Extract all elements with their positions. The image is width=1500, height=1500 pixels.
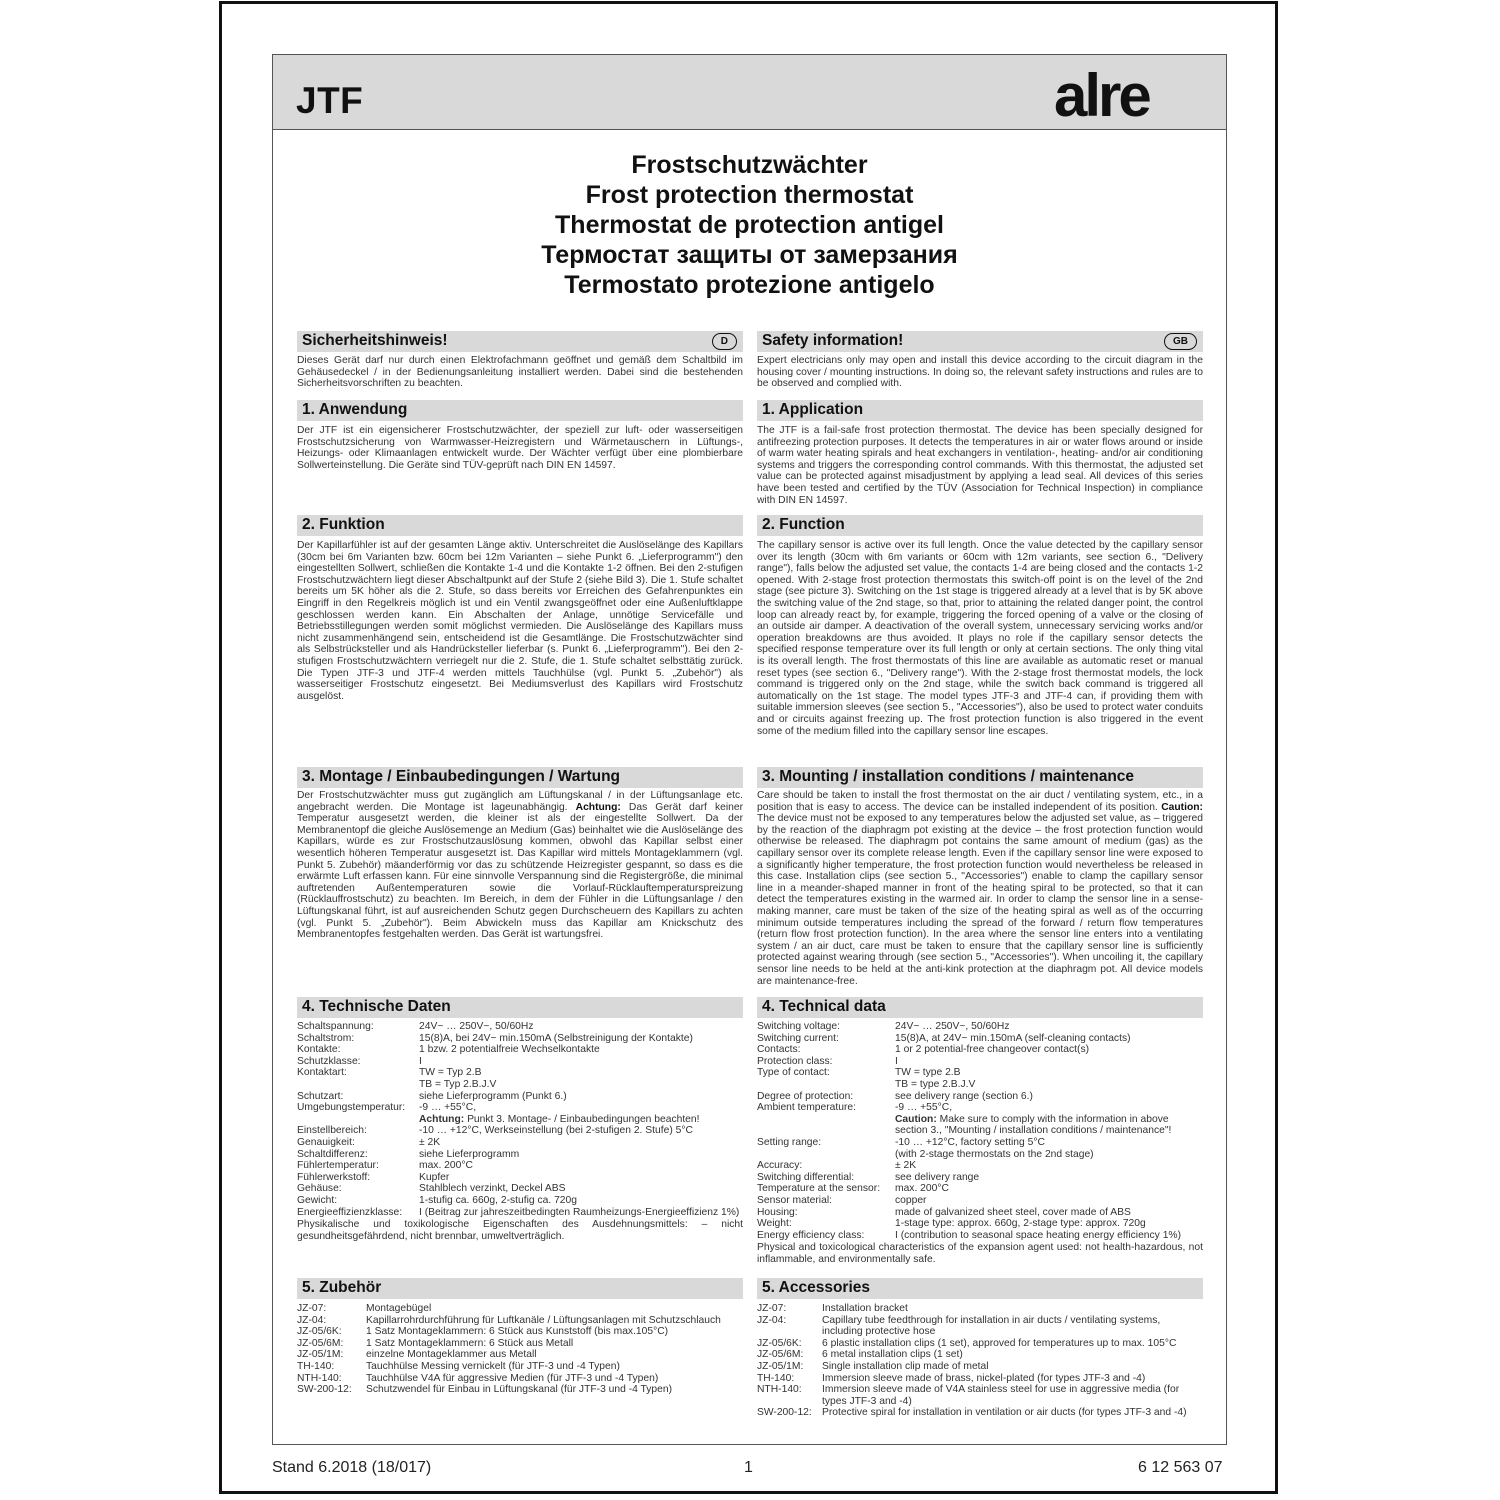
row-label: Gehäuse: <box>297 1183 342 1195</box>
table-row <box>297 1067 743 1079</box>
row-label: JZ-04: <box>297 1314 327 1326</box>
section-header-mounting <box>297 767 743 788</box>
row-label: Kontaktart: <box>297 1067 347 1079</box>
row-label: JZ-04: <box>757 1314 787 1326</box>
table-row <box>297 1207 743 1219</box>
row-label: Protection class: <box>757 1055 833 1067</box>
section-header-function <box>757 515 1203 536</box>
row-label: JZ-07: <box>757 1303 787 1314</box>
row-label: JZ-05/6M: <box>297 1337 344 1349</box>
row-label: Gewicht: <box>297 1194 338 1206</box>
row-label <box>757 1114 895 1137</box>
row-label: Schaltspannung: <box>297 1021 374 1032</box>
section-text-mounting <box>297 790 743 941</box>
row-value: ± 2K <box>419 1136 441 1148</box>
row-value: Capillary tube feedthrough for installation in air ducts / ventilating systems, including protective hose <box>822 1314 1161 1338</box>
row-label: JZ-05/6M: <box>757 1349 804 1361</box>
row-value-text: Punkt 3. Montage- / Einbaubedingungen beachten! <box>467 1113 700 1125</box>
row-value: max. 200°C <box>895 1183 949 1195</box>
document-number: 6 12 563 07 <box>1138 1459 1223 1476</box>
accessories-table <box>297 1303 743 1396</box>
section-title: 5. Accessories <box>762 1279 871 1296</box>
row-label: Setting range: <box>757 1136 822 1148</box>
table-row <box>297 1338 743 1350</box>
section-title: 3. Montage / Einbaubedingungen / Wartung <box>302 768 621 785</box>
section-header-application <box>757 400 1203 421</box>
section-text-function: The capillary sensor is active over its full length. Once the value detected by the capillary sensor over its length (30cm with 6m variants or 60cm with 12m variants, see section 6., "Delivery range"), falls below the adjusted set value, the contacts 1-4 are being closed and the contacts 1-2 opened. With 2-stage frost protection thermostats this switch-off point is on the level of the 2nd stage (see picture 3). Switching on the 1st stage is triggered already at a level that is by 5K above the switching value of the 2nd stage, so that, prior to attaining the related danger point, the control loop can already react by, for example, triggering the forced opening of a valve or the closing of an outside air damper. A deactivation of the overall system, unnecessary servicing works and/or operation breakdowns are thus avoided. It plays no role if the capillary sensor detects the specified response temperature over its full length or only at certain sections. The only thing vital is its overall length. The frost thermostats of this line are available as automatic reset or manual reset types (see section 6., "Delivery range"). With the 2-stage frost thermostat models, the lock command is triggered only on the 2nd stage, while the switch back command is triggered all automatically on the 1st stage. The model types JTF-3 and JTF-4 can, if providing them with suitable immersion sleeves (see section 5., "Accessories"), also be used to protect water conduits and or circuits against freezing up. The frost protection function is also triggered in the event some of the medium filled into the capillary sensor line escapes. <box>757 540 1203 737</box>
row-label: Einstellbereich: <box>297 1125 367 1137</box>
table-row <box>297 1326 743 1338</box>
table-row <box>297 1137 743 1149</box>
text-part: The device must not be exposed to any temperatures below the adjusted set value, as – triggered by the reaction of the diaphragm pot existing at the device – the frost protection function would otherwise be released. The diaphragm pot contains the same amount of medium (gas) as the capillary sensor over its complete release length. Even if the capillary sensor line were exposed to a significantly higher temperature, the frost protection function would nevertheless be released in this case. Installation clips (see section 5., "Accessories") enable to clamp the capillary sensor line in a meander-shaped manner in front of the heating spiral to be protected, so that it can detect the temperatures existing in the warmed air. In order to clamp the sensor line in a sense-making manner, care must be taken of the size of the heating spiral as well as of the occurring minimum outside temperatures including the spread of the forward / return flow temperatures (return flow frost protection function). In the area where the sensor line enters into a ventilating system / an air duct, care must be taken to ensure that the capillary sensor line is sufficiently protected against wearing through (see section 5., "Accessories"). When uncoiling it, the capillary sensor line needs to be held at the anti-kink protection at the diaphragm pot. All device models are maintenance-free. <box>757 813 1203 987</box>
row-label: Kontakte: <box>297 1044 341 1056</box>
section-header-application <box>297 400 743 421</box>
technical-data-table <box>757 1021 1203 1241</box>
table-row <box>297 1361 743 1373</box>
row-label: Energy efficiency class: <box>757 1229 865 1241</box>
row-value: siehe Lieferprogramm (Punkt 6.) <box>419 1090 567 1102</box>
title-block <box>273 150 1226 300</box>
row-value: 24V~ … 250V~, 50/60Hz <box>419 1021 534 1032</box>
row-value: 1 Satz Montageklammern: 6 Stück aus Kunststoff (bis max.105°C) <box>366 1326 669 1338</box>
row-label: Type of contact: <box>757 1067 830 1079</box>
table-row <box>757 1033 1203 1045</box>
document-code: JTF <box>296 80 364 121</box>
row-value <box>895 1114 1203 1137</box>
row-value: Single installation clip made of metal <box>822 1360 989 1372</box>
table-row <box>757 1373 1203 1385</box>
section-title: 2. Function <box>762 516 845 533</box>
section-title: 5. Zubehör <box>302 1279 382 1296</box>
row-value: 1 Satz Montageklammern: 6 Stück aus Metall <box>366 1337 574 1349</box>
table-row <box>297 1091 743 1103</box>
row-label: Ambient temperature: <box>757 1102 857 1114</box>
section-header-function <box>297 515 743 536</box>
row-label: TH-140: <box>297 1360 335 1372</box>
table-row <box>297 1303 743 1315</box>
table-row <box>757 1183 1203 1195</box>
row-value: TB = type 2.B.J.V <box>895 1078 976 1090</box>
row-value: -10 … +12°C, factory setting 5°C <box>895 1136 1045 1148</box>
row-label: Contacts: <box>757 1044 801 1056</box>
row-value: (with 2-stage thermostats on the 2nd stage) <box>895 1148 1094 1160</box>
row-value: 15(8)A, bei 24V~ min.150mA (Selbstreinigung der Kontakte) <box>419 1032 693 1044</box>
row-value: 6 metal installation clips (1 set) <box>822 1349 963 1361</box>
section-header-technical <box>297 997 743 1018</box>
row-label: Genauigkeit: <box>297 1136 355 1148</box>
row-value: Stahlblech verzinkt, Deckel ABS <box>419 1183 566 1195</box>
section-header-mounting <box>757 767 1203 788</box>
section-text-application: The JTF is a fail-safe frost protection thermostat. The device has been specially designed for antifreezing protection purposes. It detects the temperatures in air or water flows around or inside of warm water heating spirals and heat exchangers in ventilation-, heating- and/or air conditioning systems and triggers the corresponding control commands. With this thermostat, the adjusted set value can be protected against misadjustment by applying a lead seal. All devices of this series have been tested and certified by the TÜV (Association for Technical Inspection) in compliance with DIN EN 14597. <box>757 425 1203 506</box>
technical-note: Physical and toxicological characteristics of the expansion agent used: not health-hazardous, not inflammable, and environmentally safe. <box>757 1242 1203 1265</box>
table-row <box>757 1067 1203 1079</box>
row-label: Schaltstrom: <box>297 1032 355 1044</box>
table-row <box>757 1021 1203 1033</box>
row-label: JZ-05/6K: <box>297 1326 342 1338</box>
row-value: copper <box>895 1194 927 1206</box>
table-row <box>757 1172 1203 1184</box>
table-row <box>297 1349 743 1361</box>
row-label: Switching current: <box>757 1032 839 1044</box>
table-row <box>297 1056 743 1068</box>
row-label: SW-200-12: <box>297 1384 352 1396</box>
section-text-safety: Expert electricians only may open and install this device according to the circuit diagram in the housing cover / mounting instructions. In doing so, the relevant safety instructions and rules are to be observed and complied with. <box>757 355 1203 390</box>
section-header-technical <box>757 997 1203 1018</box>
table-row <box>757 1137 1203 1149</box>
row-label: JZ-05/1M: <box>757 1360 804 1372</box>
table-row <box>757 1195 1203 1207</box>
table-row <box>297 1125 743 1137</box>
row-label <box>757 1079 895 1091</box>
row-label: JZ-05/1M: <box>297 1349 344 1361</box>
row-label: NTH-140: <box>757 1384 802 1396</box>
row-value: 15(8)A, at 24V~ min.150mA (self-cleaning contacts) <box>895 1032 1131 1044</box>
row-value: TW = type 2.B <box>895 1067 961 1079</box>
row-value: see delivery range <box>895 1171 980 1183</box>
table-row <box>757 1230 1203 1242</box>
title-de: Frostschutzwächter <box>631 151 868 179</box>
row-value: made of galvanized sheet steel, cover made of ABS <box>895 1206 1131 1218</box>
table-row <box>297 1160 743 1172</box>
row-label: Weight: <box>757 1218 792 1230</box>
language-badge: D <box>712 333 737 350</box>
table-row <box>757 1315 1203 1338</box>
row-label: Temperature at the sensor: <box>757 1183 881 1195</box>
row-value: max. 200°C <box>419 1160 473 1172</box>
table-row <box>757 1114 1203 1137</box>
section-title: 4. Technische Daten <box>302 998 451 1015</box>
title-en: Frost protection thermostat <box>585 181 914 209</box>
section-title: Safety information! <box>762 332 904 349</box>
accessories-table <box>757 1303 1203 1419</box>
section-title: 3. Mounting / installation conditions / maintenance <box>762 768 1135 785</box>
technical-data-table <box>297 1021 743 1218</box>
text-part: Das Gerät darf keiner Temperatur ausgesetzt werden, die kleiner ist als der eingestellte Sollwert. Da der Membranentopf die gleiche Auslösemenge an Medium (Gas) beinhaltet wie die Auslöselänge des Kapillars, würde es zur Frostschutzauslösung kommen, obwohl das Kapillar selbst einer wesentlich höheren Temperatur ausgesetzt ist. Das Kapillar wird mittels Montageklammern (vgl. Punkt 5. Zubehör) mäanderförmig vor das zu schützende Heizregister gespannt, so dass es die erwärmte Luft erfassen kann. Für eine sinnvolle Verspannung sind die Registergröße, die minimal auftretenden Außentemperaturen sowie die Vorlauf-Rücklauftemperaturspreizung (Rücklauffrostschutz) zu beachten. Im Bereich, in dem der Fühler in die Lüftungsanlage / den Lüftungskanal führt, ist auf ausreichenden Schutz gegen Durchscheuern des Kapillars zu achten (vgl. Punkt 5. „Zubehör"). Beim Abwickeln muss das Kapillar am Knickschutz des Membranentopfes festgehalten werden. Das Gerät ist wartungsfrei. <box>297 801 744 941</box>
row-label: JZ-05/6K: <box>757 1337 802 1349</box>
section-text-application: Der JTF ist ein eigensicherer Frostschutzwächter, der speziell zur luft- oder wasserseitigen Frostschutzsicherung von Warmwasser-Heizregistern und Wärmetauschern in Lüftungs-, Heizungs- oder Klimaanlagen entwickelt wurde. Der Wächter verfügt über eine plombierbare Sollwerteinstellung. Die Geräte sind TÜV-geprüft nach DIN EN 14597. <box>297 425 743 471</box>
section-text-function: Der Kapillarfühler ist auf der gesamten Länge aktiv. Unterschreitet die Auslöselänge des Kapillars (30cm bei 6m Varianten bzw. 60cm bei 12m Varianten – siehe Punkt 6. „Lieferprogramm") den eingestellten Sollwert, schließen die Kontakte 1-4 und die Kontakte 1-2 öffnen. Bei den 2-stufigen Frostschutzwächtern liegt dieser Abschaltpunkt auf der Stufe 2 (siehe Bild 3). Die 1. Stufe schaltet bereits um 5K höher als die 2. Stufe, so dass bereits vor Erreichen des Gefahrenpunktes ein Eingriff in den Regelkreis möglich ist und ein Ventil zwangsgeöffnet oder eine Außenluftklappe geschlossen werden kann. Ein Abschalten der Anlage, unnötige Servicefälle und Betriebsstillegungen werden somit möglichst vermieden. Die Auslöselänge des Kapillars muss nicht zusammenhängend sein, entscheidend ist die Gesamtlänge. Die Frostschutzwächter sind als Selbstrücksteller und als Handrücksteller lieferbar (s. Punkt 6. „Lieferprogramm"). Bei den 2-stufigen Frostschutzwächtern verriegelt nur die 2. Stufe, die 1. Stufe schaltet selbsttätig zurück. Die Typen JTF-3 und JTF-4 werden mittels Tauchhülse (vgl. Punkt 5. „Zubehör") als wasserseitiger Frostschutz eingesetzt. Bei Mediumsverlust des Kapillars wird Frostschutz ausgelöst. <box>297 540 743 702</box>
section-title: 2. Funktion <box>302 516 385 533</box>
row-value: see delivery range (section 6.) <box>895 1090 1033 1102</box>
table-row <box>297 1021 743 1033</box>
row-value: -10 … +12°C, Werkseinstellung (bei 2-stufigen 2. Stufe) 5°C <box>419 1125 693 1137</box>
row-value: Tauchhülse Messing vernickelt (für JTF-3 und -4 Typen) <box>366 1360 620 1372</box>
row-label: TH-140: <box>757 1372 795 1384</box>
section-header-safety <box>757 331 1203 352</box>
row-label: Energieeffizienzklasse: <box>297 1206 403 1218</box>
section-header-accessories <box>297 1278 743 1299</box>
section-header-accessories <box>757 1278 1203 1299</box>
row-value: I (contribution to seasonal space heating energy efficiency 1%) <box>895 1229 1182 1241</box>
row-value: Immersion sleeve made of brass, nickel-plated (for types JTF-3 and -4) <box>822 1372 1146 1384</box>
row-label: Schaltdifferenz: <box>297 1148 368 1160</box>
row-label <box>297 1079 419 1091</box>
row-label: Schutzklasse: <box>297 1055 361 1067</box>
brand-logo: alre <box>1054 62 1149 129</box>
row-value: Installation bracket <box>822 1303 908 1314</box>
table-row <box>297 1315 743 1327</box>
row-value: siehe Lieferprogramm <box>419 1148 520 1160</box>
row-value: Protective spiral for installation in ventilation or air ducts (for types JTF-3 and -4) <box>822 1407 1187 1419</box>
table-row <box>297 1195 743 1207</box>
table-row <box>297 1079 743 1091</box>
caution-label: Caution: <box>1161 801 1203 813</box>
table-row <box>297 1172 743 1184</box>
table-row <box>297 1183 743 1195</box>
row-label: NTH-140: <box>297 1372 342 1384</box>
table-row <box>757 1303 1203 1315</box>
row-value: I (Beitrag zur jahreszeitbedingten Raumheizungs-Energieeffizienz 1%) <box>419 1206 740 1218</box>
row-value: TW = Typ 2.B <box>419 1067 482 1079</box>
row-value: -9 … +55°C, <box>895 1102 953 1114</box>
table-row <box>757 1384 1203 1407</box>
language-badge: GB <box>1164 333 1197 350</box>
table-row <box>297 1044 743 1056</box>
table-row <box>297 1114 743 1126</box>
row-value: 6 plastic installation clips (1 set), approved for temperatures up to max. 105°C <box>822 1337 1177 1349</box>
footer-edition: Stand 6.2018 (18/017) <box>272 1459 432 1476</box>
row-value: Kupfer <box>419 1171 450 1183</box>
section-title: 1. Application <box>762 401 864 418</box>
text-part: Der Frostschutzwächter muss gut zugänglich am Lüftungskanal / in der Lüftungsanlage etc. angebracht werden. Die Montage ist lageunabhängig. <box>297 790 743 813</box>
row-value: Immersion sleeve made of V4A stainless steel for use in aggressive media (for types JTF-3 and -4) <box>822 1384 1180 1407</box>
table-row <box>297 1384 743 1396</box>
table-row <box>757 1218 1203 1230</box>
section-text-mounting <box>757 790 1203 987</box>
table-row <box>757 1102 1203 1114</box>
section-title: 1. Anwendung <box>302 401 408 418</box>
row-label: SW-200-12: <box>757 1407 812 1419</box>
row-label <box>757 1149 895 1161</box>
table-row <box>757 1349 1203 1361</box>
table-row <box>757 1149 1203 1161</box>
row-label: Switching differential: <box>757 1171 855 1183</box>
section-title: 4. Technical data <box>762 998 886 1015</box>
caution-label: Caution: <box>895 1113 937 1125</box>
row-label: Accuracy: <box>757 1160 803 1172</box>
title-it: Termostato protezione antigelo <box>564 271 935 299</box>
table-row <box>757 1079 1203 1091</box>
row-label: Degree of protection: <box>757 1090 854 1102</box>
row-value: 1-stage type: approx. 660g, 2-stage type: approx. 720g <box>895 1218 1146 1230</box>
row-value: I <box>419 1055 422 1067</box>
table-row <box>757 1044 1203 1056</box>
table-row <box>757 1338 1203 1350</box>
row-value-text: Make sure to comply with the information in above section 3., "Mounting / installation conditions / maintenance"! <box>895 1113 1172 1137</box>
row-label: Sensor material: <box>757 1194 832 1206</box>
row-value: 1-stufig ca. 660g, 2-stufig ca. 720g <box>419 1194 577 1206</box>
caution-label: Achtung: <box>575 801 621 813</box>
row-value: I <box>895 1055 898 1067</box>
title-ru: Термостат защиты от замерзания <box>541 241 958 269</box>
table-row <box>757 1207 1203 1219</box>
row-label <box>297 1114 419 1126</box>
section-title: Sicherheitshinweis! <box>302 332 448 349</box>
table-row <box>757 1091 1203 1103</box>
table-row <box>757 1361 1203 1373</box>
row-label: Schutzart: <box>297 1090 344 1102</box>
row-value: ± 2K <box>895 1160 917 1172</box>
row-label: Fühlertemperatur: <box>297 1160 379 1172</box>
row-label: Umgebungstemperatur: <box>297 1102 406 1114</box>
row-value: Montagebügel <box>366 1303 432 1314</box>
table-row <box>757 1160 1203 1172</box>
row-label: Switching voltage: <box>757 1021 840 1032</box>
table-row <box>757 1056 1203 1068</box>
row-value: Schutzwendel für Einbau in Lüftungskanal (für JTF-3 und -4 Typen) <box>366 1384 673 1396</box>
row-value: einzelne Montageklammer aus Metall <box>366 1349 537 1361</box>
text-part: Care should be taken to install the frost thermostat on the air duct / ventilating system, etc., in a position that is easy to access. The device can be installed independent of its position. <box>757 790 1203 813</box>
section-text-safety: Dieses Gerät darf nur durch einen Elektrofachmann geöffnet und gemäß dem Schaltbild im Gehäusedeckel / in der Bedienungsanleitung installiert werden. Dabei sind die bestehenden Sicherheitsvorschriften zu beachten. <box>297 355 743 390</box>
row-value: 1 bzw. 2 potentialfreie Wechselkontakte <box>419 1044 600 1056</box>
table-row <box>297 1102 743 1114</box>
section-header-safety <box>297 331 743 352</box>
row-value: TB = Typ 2.B.J.V <box>419 1078 497 1090</box>
row-value: 1 or 2 potential-free changeover contact(s) <box>895 1044 1090 1056</box>
row-label: JZ-07: <box>297 1303 327 1314</box>
title-fr: Thermostat de protection antigel <box>555 211 944 239</box>
row-value: Tauchhülse V4A für aggressive Medien (für JTF-3 und -4 Typen) <box>366 1372 659 1384</box>
row-value: Kapillarrohrdurchführung für Luftkanäle / Lüftungsanlagen mit Schutzschlauch <box>366 1314 721 1326</box>
row-label: Housing: <box>757 1206 798 1218</box>
technical-note: Physikalische und toxikologische Eigenschaften des Ausdehnungsmittels: – nicht gesundheitsgefährdend, nicht brennbar, umweltverträglich. <box>297 1219 743 1242</box>
table-row <box>297 1149 743 1161</box>
table-row <box>297 1033 743 1045</box>
row-value: 24V~ … 250V~, 50/60Hz <box>895 1021 1010 1032</box>
table-row <box>297 1373 743 1385</box>
row-value <box>419 1114 743 1126</box>
caution-label: Achtung: <box>419 1113 465 1125</box>
row-value: -9 … +55°C, <box>419 1102 477 1114</box>
page-number: 1 <box>744 1459 753 1476</box>
table-row <box>757 1407 1203 1419</box>
row-label: Fühlerwerkstoff: <box>297 1171 371 1183</box>
